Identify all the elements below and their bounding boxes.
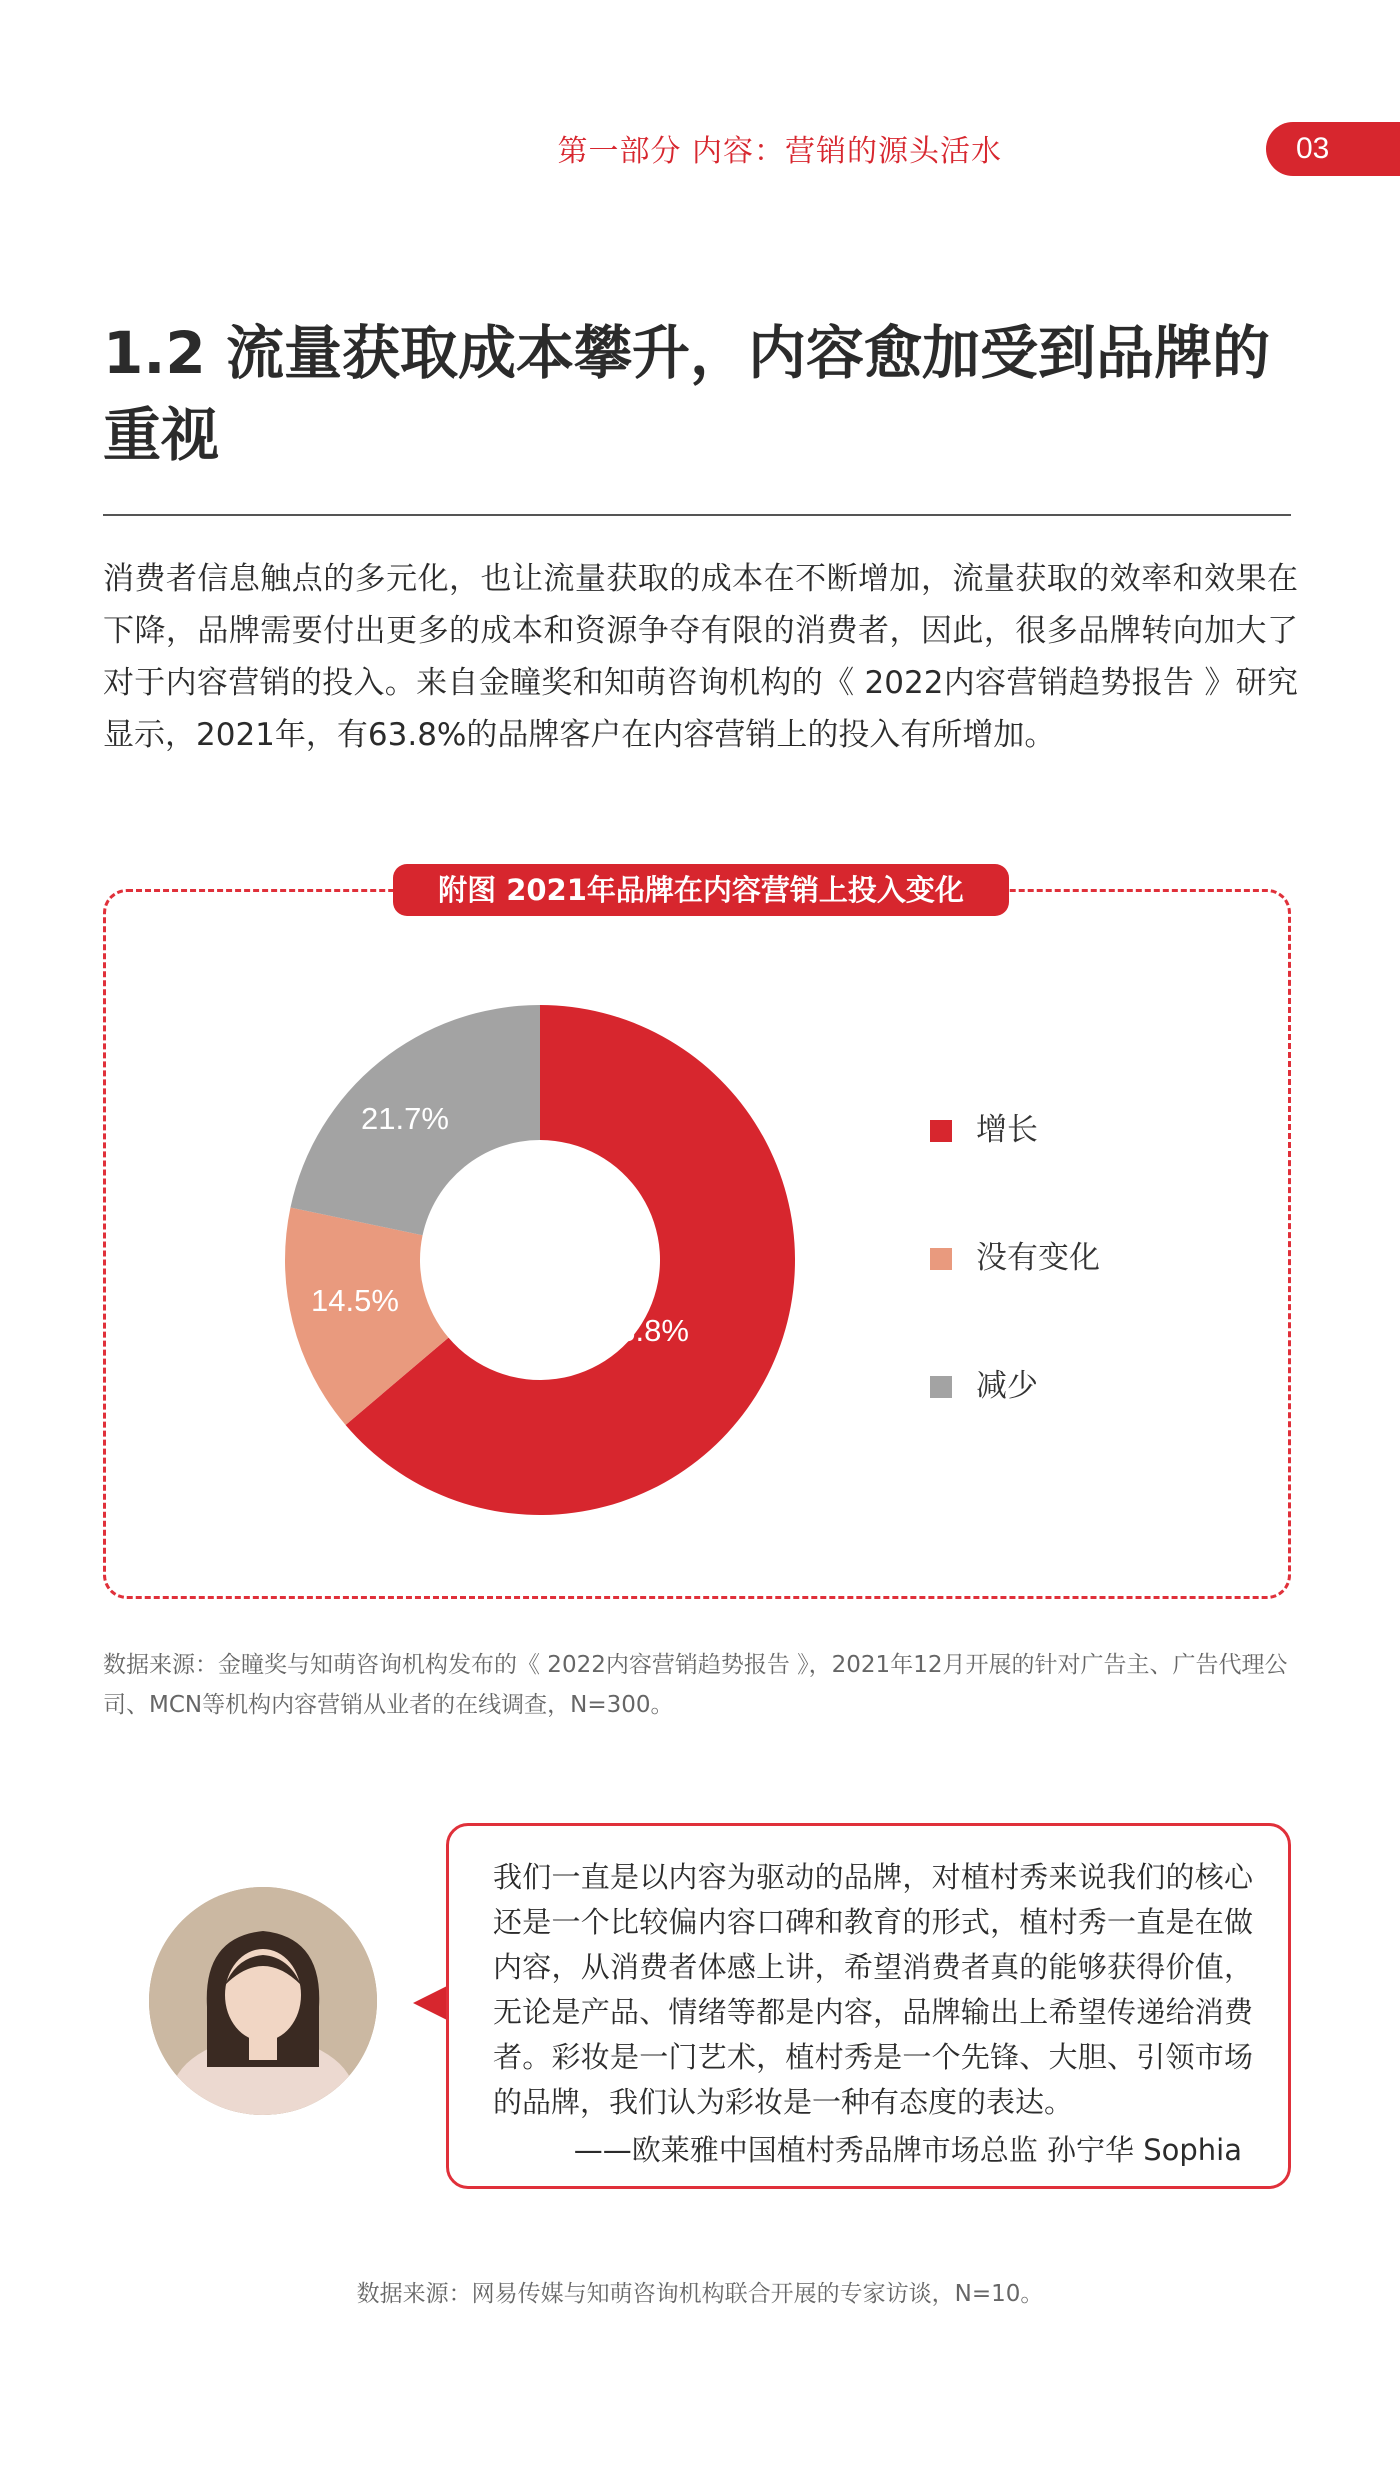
value-label: 14.5% xyxy=(311,1283,399,1318)
legend-swatch xyxy=(930,1120,952,1142)
intro-paragraph: 消费者信息触点的多元化，也让流量获取的成本在不断增加，流量获取的效率和效果在下降，品牌需要付出更多的成本和资源争夺有限的消费者，因此，很多品牌转向加大了对于内容营销的投入。来自金瞳奖和知萌咨询机构的《 2022内容营销趋势报告 》研究显示，2021年，有63.8%的品牌客户在内容营销上的投入有所增加。 xyxy=(103,561,1298,753)
page-number: 03 xyxy=(1296,132,1330,165)
legend-label: 减少 xyxy=(976,1368,1038,1404)
legend-label: 没有变化 xyxy=(976,1240,1100,1276)
legend-label: 增长 xyxy=(976,1112,1038,1148)
title-divider xyxy=(103,514,1291,516)
section-header: 第一部分 内容：营销的源头活水 xyxy=(557,134,1002,169)
chart-source-note: 数据来源：金瞳奖与知萌咨询机构发布的《 2022内容营销趋势报告 》，2021年12月开展的针对广告主、广告代理公司、MCN等机构内容营销从业者的在线调查，N=300。 xyxy=(103,1652,1288,1718)
legend-swatch xyxy=(930,1248,952,1270)
quote-text: 我们一直是以内容为驱动的品牌，对植村秀来说我们的核心还是一个比较偏内容口碑和教育的形式，植村秀一直是在做内容，从消费者体感上讲，希望消费者真的能够获得价值，无论是产品、情绪等都是内容，品牌输出上希望传递给消费者。彩妆是一门艺术，植村秀是一个先锋、大胆、引领市场的品牌，我们认为彩妆是一种有态度的表达。 xyxy=(493,1860,1253,2119)
portrait-image xyxy=(149,1887,377,2115)
donut-chart xyxy=(280,1000,800,1520)
section-title: 1.2 流量获取成本攀升，内容愈加受到品牌的重视 xyxy=(103,319,1270,469)
quote-attribution: ——欧莱雅中国植村秀品牌市场总监 孙宁华 Sophia xyxy=(573,2133,1242,2167)
quote-source-note: 数据来源：网易传媒与知萌咨询机构联合开展的专家访谈，N=10。 xyxy=(356,2281,1044,2307)
quote-pointer xyxy=(413,1986,447,2020)
value-label: 63.8% xyxy=(601,1313,689,1348)
page-number-badge xyxy=(1266,122,1400,176)
chart-title: 附图 2021年品牌在内容营销上投入变化 xyxy=(393,864,1009,916)
value-label: 21.7% xyxy=(361,1101,449,1136)
avatar xyxy=(149,1887,377,2115)
legend-swatch xyxy=(930,1376,952,1398)
